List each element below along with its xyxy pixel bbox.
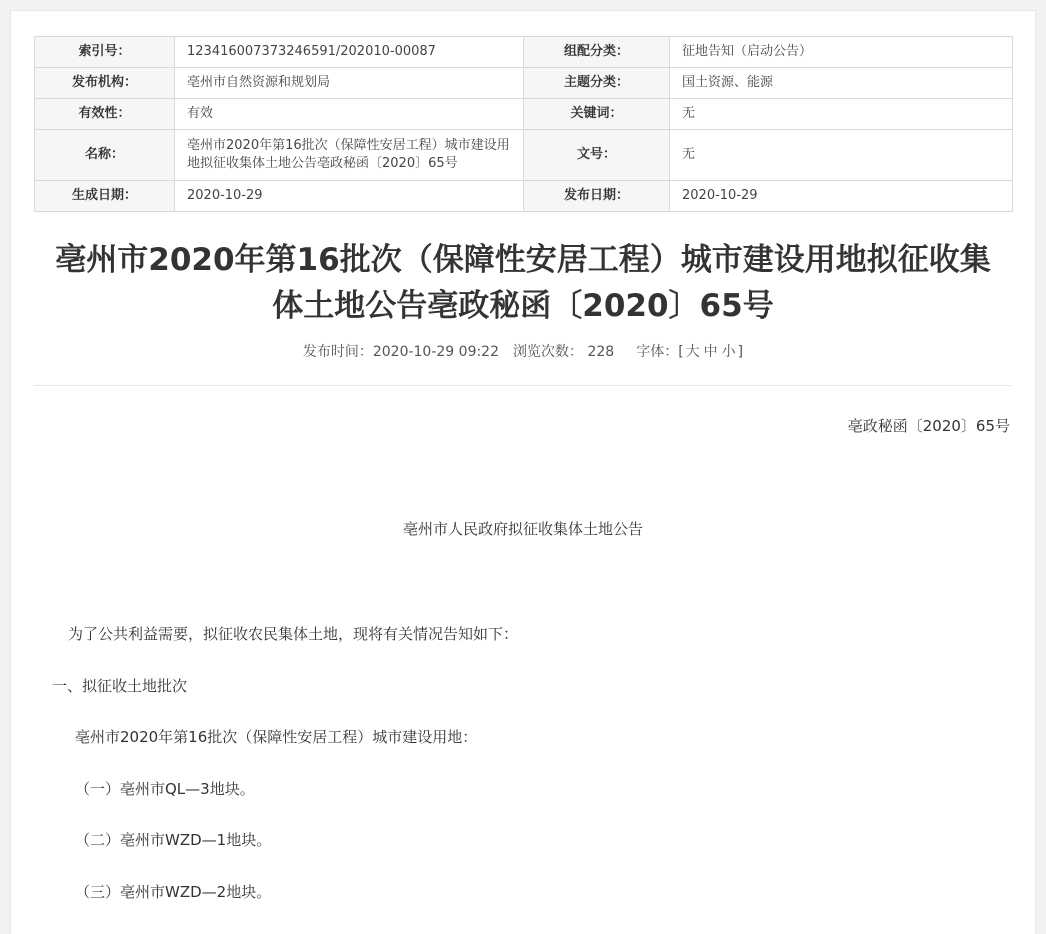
- validity-value: 有效: [175, 99, 524, 130]
- list-item: （一）亳州市QL—3地块。: [75, 780, 255, 798]
- keywords-value: 无: [670, 99, 1013, 130]
- list-item: （三）亳州市WZD—2地块。: [75, 883, 272, 901]
- document-info-table: [34, 36, 1013, 212]
- name-value: 亳州市2020年第16批次（保障性安居工程）城市建设用地拟征收集体土地公告亳政秘函〔2020〕65号: [175, 130, 524, 181]
- article-title-line1: 亳州市2020年第16批次（保障性安居工程）城市建设用地拟征收集: [55, 242, 991, 278]
- created-date-value: 2020-10-29: [175, 181, 524, 212]
- view-count: 228: [587, 344, 615, 360]
- divider: [34, 385, 1012, 386]
- validity-label: 有效性：: [35, 99, 175, 130]
- publish-time-label: 发布时间：: [302, 344, 373, 360]
- name-label: 名称：: [35, 130, 175, 181]
- doc-number-value: 无: [670, 130, 1013, 181]
- table-row: [35, 181, 1013, 212]
- font-size-bracket: ]: [737, 344, 744, 360]
- category-label: 组配分类：: [524, 37, 670, 68]
- keywords-label: 关键词：: [524, 99, 670, 130]
- list-item: （二）亳州市WZD—1地块。: [75, 831, 272, 849]
- topic-label: 主题分类：: [524, 68, 670, 99]
- font-small-button[interactable]: 小: [721, 344, 736, 360]
- table-row: [35, 99, 1013, 130]
- publisher-value: 亳州市自然资源和规划局: [175, 68, 524, 99]
- article-title-line2: 体土地公告亳政秘函〔2020〕65号: [272, 288, 774, 324]
- notice-heading: 亳州市人民政府拟征收集体土地公告: [402, 520, 643, 538]
- font-size-label: 字体：[: [636, 344, 684, 360]
- font-large-button[interactable]: 大: [685, 344, 700, 360]
- category-value: 征地告知（启动公告）: [670, 37, 1013, 68]
- font-medium-button[interactable]: 中: [703, 344, 718, 360]
- table-row: [35, 68, 1013, 99]
- publisher-label: 发布机构：: [35, 68, 175, 99]
- intro-paragraph: 为了公共利益需要，拟征收农民集体土地，现将有关情况告知如下：: [68, 625, 519, 643]
- batch-paragraph: 亳州市2020年第16批次（保障性安居工程）城市建设用地：: [75, 728, 478, 746]
- publish-time: 2020-10-29 09:22: [372, 344, 500, 360]
- index-number-label: 索引号：: [35, 37, 175, 68]
- publish-date-value: 2020-10-29: [670, 181, 1013, 212]
- publish-info: [34, 342, 1012, 362]
- created-date-label: 生成日期：: [35, 181, 175, 212]
- topic-value: 国土资源、能源: [670, 68, 1013, 99]
- article-title: [34, 237, 1012, 329]
- doc-number-label: 文号：: [524, 130, 670, 181]
- publish-date-label: 发布日期：: [524, 181, 670, 212]
- table-row: [35, 130, 1013, 181]
- content-page: [10, 10, 1036, 934]
- views-label: 浏览次数：: [513, 344, 584, 360]
- index-number-value: 123416007373246591/202010-00087: [175, 37, 524, 68]
- table-row: [35, 37, 1013, 68]
- section-heading: 一、拟征收土地批次: [52, 677, 188, 695]
- document-number: 亳政秘函〔2020〕65号: [847, 417, 1010, 435]
